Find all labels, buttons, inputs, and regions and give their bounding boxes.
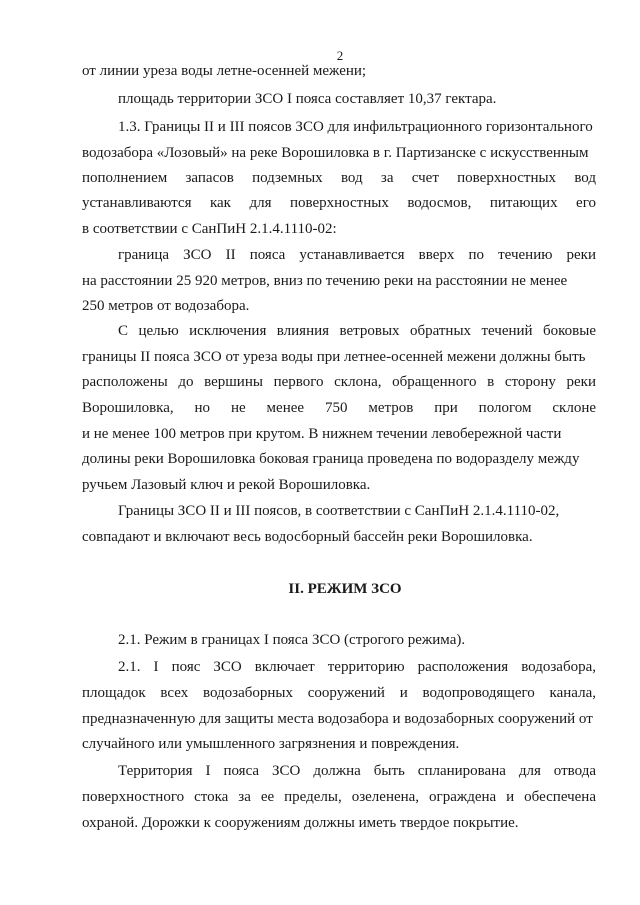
- text-line: ручьем Лазовый ключ и рекой Ворошиловка.: [82, 477, 371, 493]
- text-line: на расстоянии 25 920 метров, вниз по течению реки на расстоянии не менее: [82, 273, 568, 289]
- text-line: Ворошиловка, но не менее 750 метров при пологом склоне: [82, 400, 596, 416]
- text-line: площадь территории ЗСО I пояса составляет 10,37 гектара.: [118, 91, 497, 107]
- text-line: расположены до вершины первого склона, обращенного в сторону реки: [82, 374, 596, 390]
- text-line: охраной. Дорожки к сооружениям должны иметь твердое покрытие.: [82, 815, 519, 831]
- text-line: 250 метров от водозабора.: [82, 298, 250, 314]
- section-heading: II. РЕЖИМ ЗСО: [288, 581, 402, 597]
- text-line: устанавливаются как для поверхностных водосмов, питающих его: [82, 195, 596, 211]
- text-line: и не менее 100 метров при крутом. В нижнем течении левобережной части: [82, 426, 562, 442]
- text-line: 2.1. Режим в границах I пояса ЗСО (строгого режима).: [118, 632, 466, 648]
- text-line: 1.3. Границы II и III поясов ЗСО для инфильтрационного горизонтального: [118, 119, 593, 135]
- text-line: поверхностного стока за ее пределы, озеленена, ограждена и обеспечена: [82, 789, 596, 805]
- text-line: совпадают и включают весь водосборный бассейн реки Ворошиловка.: [82, 529, 533, 545]
- text-line: Территория I пояса ЗСО должна быть спланирована для отвода: [118, 763, 596, 779]
- text-line: Границы ЗСО II и III поясов, в соответствии с СанПиН 2.1.4.1110-02,: [118, 503, 560, 519]
- text-line: площадок всех водозаборных сооружений и водопроводящего канала,: [82, 685, 596, 701]
- text-line: граница ЗСО II пояса устанавливается вверх по течению реки: [118, 247, 596, 263]
- page-number: 2: [336, 48, 344, 63]
- text-line: пополнением запасов подземных вод за счет поверхностных вод: [82, 170, 596, 186]
- text-line: случайного или умышленного загрязнения и повреждения.: [82, 736, 460, 752]
- text-line: долины реки Ворошиловка боковая граница проведена по водоразделу между: [82, 451, 580, 467]
- text-line: водозабора «Лозовый» на реке Ворошиловка в г. Партизанске с искусственным: [82, 145, 589, 161]
- text-line: от линии уреза воды летне-осенней межени;: [82, 63, 367, 79]
- text-line: предназначенную для защиты места водозабора и водозаборных сооружений от: [82, 711, 593, 727]
- text-line: в соответствии с СанПиН 2.1.4.1110-02:: [82, 221, 337, 237]
- text-line: С целью исключения влияния ветровых обратных течений боковые: [118, 323, 596, 339]
- text-line: 2.1. I пояс ЗСО включает территорию расположения водозабора,: [118, 659, 596, 675]
- text-line: границы II пояса ЗСО от уреза воды при летнее-осенней межени должны быть: [82, 349, 586, 365]
